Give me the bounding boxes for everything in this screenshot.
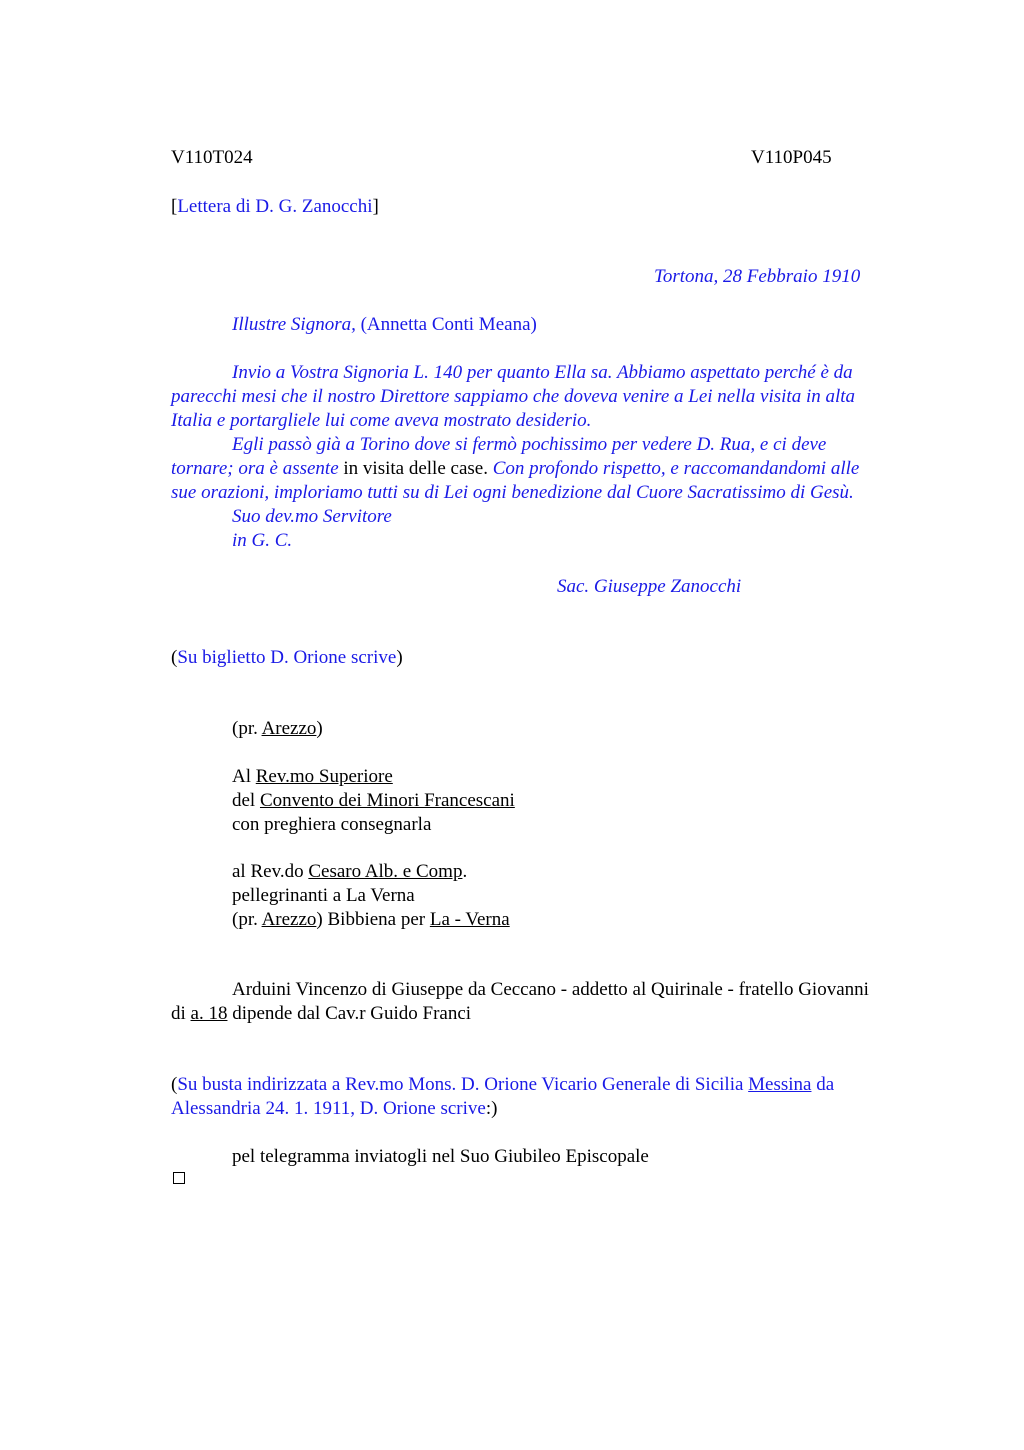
letter-body-line: Italia e portargliele lui come aveva mostrato desiderio. — [171, 410, 592, 431]
address-line: al Rev.do Cesaro Alb. e Comp. — [232, 861, 468, 882]
letter-salutation: Illustre Signora, (Annetta Conti Meana) — [232, 314, 537, 335]
address-line: del Convento dei Minori Francescani — [232, 790, 515, 811]
letter-closing: Suo dev.mo Servitore — [232, 506, 392, 527]
address-line: (pr. Arezzo) Bibbiena per La - Verna — [232, 909, 510, 930]
editor-note-biglietto: (Su biglietto D. Orione scrive) — [171, 647, 403, 668]
letter-body-line: Invio a Vostra Signoria L. 140 per quanto Ella sa. Abbiamo aspettato perché è da — [232, 362, 853, 383]
letter-signature: Sac. Giuseppe Zanocchi — [557, 576, 742, 597]
letter-body-line: Egli passò già a Torino dove si fermò pochissimo per vedere D. Rua, e ci deve — [232, 434, 827, 455]
document-code-left: V110T024 — [171, 147, 253, 168]
arduini-paragraph: Arduini Vincenzo di Giuseppe da Ceccano - addetto al Quirinale - fratello Giovanni di a. 18 dipende dal Cav.r Guido Franci — [171, 979, 869, 1024]
letter-date: Tortona, 28 Febbraio 1910 — [654, 266, 861, 287]
letter-heading: [Lettera di D. G. Zanocchi] — [171, 196, 379, 217]
address-line: Al Rev.mo Superiore — [232, 766, 393, 787]
checkbox-icon — [173, 1172, 185, 1184]
address-line: con preghiera consegnarla — [232, 814, 432, 835]
document-code-right: V110P045 — [751, 147, 832, 168]
address-line: pellegrinanti a La Verna — [232, 885, 415, 906]
telegram-line: pel telegramma inviatogli nel Suo Giubileo Episcopale — [232, 1146, 649, 1167]
letter-body: Invio a Vostra Signoria L. 140 per quanto Ella sa. Abbiamo aspettato perché è da parecchi mesi che il nostro Direttore sappiamo che doveva venire a Lei nella visita in alta Italia e portargliele lui come aveva mostrato desiderio. Egli passò già a Torino dove si fermò pochissimo per vedere D. Rua, e ci deve tornare; ora è assente in visita delle case. Con profondo rispetto, e raccomandandomi alle sue orazioni, imploriamo tutti su di Lei ogni benedizione dal Cuore Sacratissimo di Gesù. Suo dev.mo Servitore in G. C. — [171, 361, 931, 553]
editor-note-busta: (Su busta indirizzata a Rev.mo Mons. D. Orione Vicario Generale di Sicilia Messina da Alessandria 24. 1. 1911, D. Orione scrive:) — [171, 1074, 835, 1119]
letter-closing: in G. C. — [232, 530, 293, 551]
letter-body-line: parecchi mesi che il nostro Direttore sappiamo che doveva venire a Lei nella visita in alta — [171, 386, 856, 407]
letter-body-line: sue orazioni, imploriamo tutti su di Lei ogni benedizione dal Cuore Sacratissimo di Gesù. — [171, 482, 854, 503]
address-line: (pr. Arezzo) — [232, 718, 323, 739]
